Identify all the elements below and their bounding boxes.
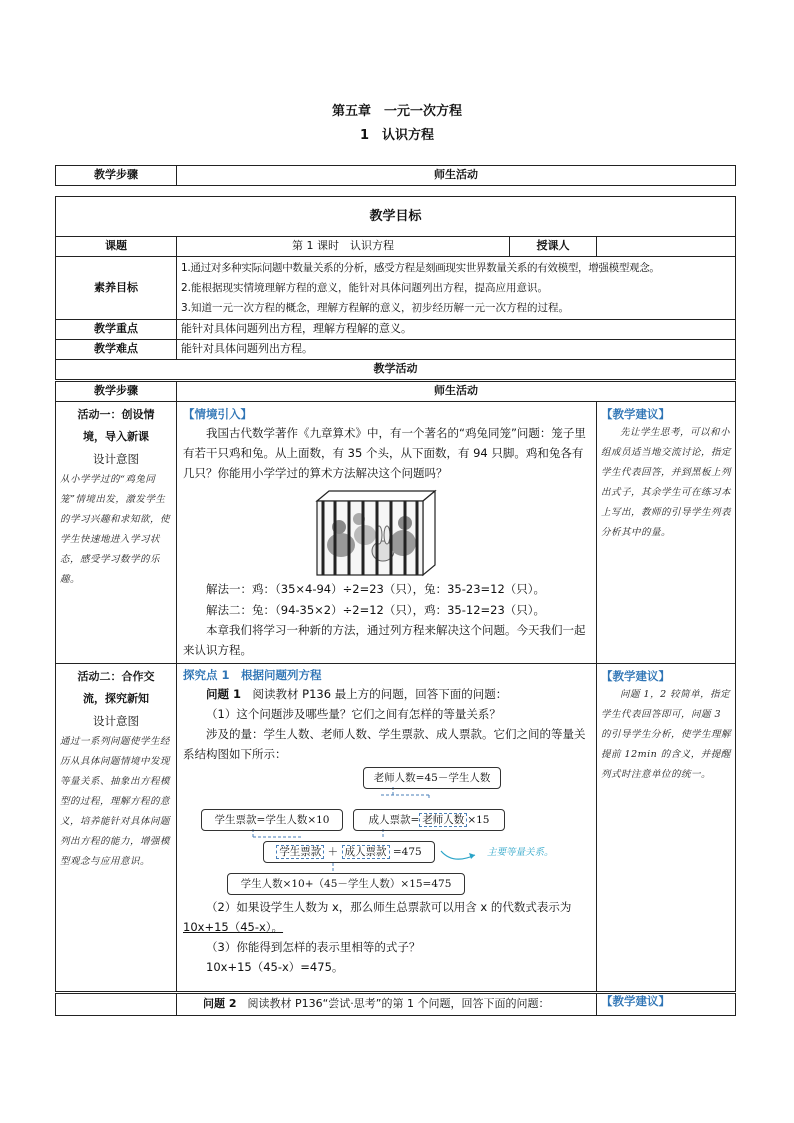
chapter-title: 第五章 一元一次方程: [331, 104, 462, 119]
cage-illustration: [183, 483, 590, 579]
activity1-design-label: 设计意图: [93, 452, 139, 466]
literacy-item: 2.能根据现实情境理解方程的意义，能针对具体问题列出方程，提高应用意识。: [181, 282, 549, 294]
activity-steps-label: 教学步骤: [56, 382, 177, 402]
activity1-advice: [597, 402, 736, 664]
bottom-table: [55, 993, 736, 1016]
literacy-label: 素养目标: [56, 257, 177, 320]
literacy-goals: [177, 257, 736, 320]
question-one-answer: 涉及的量：学生人数、老师人数、学生票款、成人票款。它们之间的等量关系结构图如下所示：: [183, 727, 586, 762]
activity-teacher-student-label: 师生活动: [177, 382, 736, 402]
activity1-advice-tag: 【教学建议】: [601, 407, 670, 421]
activity1-steps: [56, 402, 177, 664]
sum-adult-fee: 成人票款: [342, 845, 390, 859]
activity2-content: [177, 664, 597, 992]
chicken-rabbit-cage-icon: [309, 487, 437, 577]
topic-label: 课题: [56, 237, 177, 257]
question-one-sub3-answer: 10x+15（45-x）=475。: [206, 959, 344, 974]
activity2-steps: [56, 664, 177, 992]
question-one-sub1: （1）这个问题涉及哪些量？它们之间有怎样的等量关系？: [206, 707, 501, 722]
key-point-value: 能针对具体问题列出方程，理解方程解的意义。: [177, 320, 736, 340]
sub2-answer-text: 10x+15（45-x）。: [183, 919, 284, 934]
activity1-content: [177, 402, 597, 664]
sum-plus: ＋: [327, 845, 339, 858]
topic-value: 第 1 课时 认识方程: [177, 237, 510, 257]
adult-fee-left: 成人票款=: [368, 813, 420, 826]
literacy-item: 1.通过对多种实际问题中数量关系的分析，感受方程是刻画现实世界数量关系的有效模型，增强模型观念。: [181, 262, 660, 274]
activity1-para1: 我国古代数学著作《九章算术》中，有一个著名的“鸡兔同笼”问题：笼子里有若干只鸡和兔。从上面数，有 35 个头，从下面数，有 94 只脚。鸡和兔各有几只？你能用小学学过的算术方法解决这个问题吗？: [183, 426, 586, 481]
question-one-sub3: （3）你能得到怎样的表示里相等的式子？: [206, 939, 421, 954]
activity1-design-text: 从小学学过的“鸡兔同笼”情境出发，激发学生的学习兴趣和求知欲，使学生快速地进入学习状态，感受学习数学的乐趣。: [60, 474, 171, 585]
activity2-advice-tag: 【教学建议】: [601, 669, 670, 683]
bottom-advice: [597, 994, 736, 1016]
activity1-title: 活动一：创设情: [77, 408, 155, 421]
sum-student-fee: 学生票款: [276, 845, 324, 859]
activity-section-title: 教学活动: [56, 360, 736, 380]
activity2-title: 活动二：合作交: [77, 670, 155, 683]
teacher-count-box: 老师人数=45－学生人数: [363, 767, 501, 789]
method-two: 解法二：兔：（94-35×2）÷2=12（只），鸡：35-12=23（只）。: [206, 602, 546, 617]
equation-diagram: [183, 765, 590, 897]
question-one-label: 问题 1: [206, 687, 242, 701]
goals-title: 教学目标: [56, 197, 736, 237]
method-one: 解法一：鸡：（35×4-94）÷2=23（只），兔：35-23=12（只）。: [206, 582, 546, 597]
activity-header: 师生活动: [177, 166, 736, 186]
question-two-label: 问题 2: [203, 997, 237, 1011]
activity2-advice-text: 问题 1，2 较简单，指定学生代表回答即可，问题 3 的引导学生分析，使学生理解提前 12min 的含义，并提醒列式时注意单位的统一。: [601, 689, 732, 780]
activity2-design-text: 通过一系列问题使学生经历从具体问题情境中发现等量关系、抽象出方程模型的过程，理解方程的意义，培养能针对具体问题列出方程的能力，增强模型观念与应用意识。: [60, 736, 171, 867]
bottom-steps-cell: [56, 994, 177, 1016]
situation-tag: 【情境引入】: [183, 407, 252, 421]
sum-total: =475: [392, 845, 422, 858]
adult-fee-mid: 老师人数: [419, 813, 467, 827]
question-two: [177, 994, 597, 1016]
activity-table: [55, 381, 736, 992]
activity1-title-line2: 境，导入新课: [83, 430, 149, 443]
final-equation-box: 学生人数×10+（45－学生人数）×15=475: [227, 873, 465, 895]
activity2-title-line2: 流，探究新知: [83, 692, 149, 705]
explore-point: 探究点 1 根据问题列方程: [183, 668, 322, 682]
difficulty-label: 教学难点: [56, 340, 177, 360]
literacy-item: 3.知道一元一次方程的概念，理解方程解的意义，初步经历解一元一次方程的过程。: [181, 302, 570, 314]
bottom-advice-tag: 【教学建议】: [601, 994, 670, 1008]
adult-fee-right: ×15: [467, 813, 490, 826]
steps-header-table: [55, 165, 736, 186]
activity2-advice: [597, 664, 736, 992]
lesson-plan-table: [55, 196, 736, 380]
question-one: [183, 684, 590, 704]
activity1-para2: 本章我们将学习一种新的方法，通过列方程来解决这个问题。今天我们一起来认识方程。: [183, 622, 586, 657]
section-title: 1 认识方程: [359, 128, 435, 143]
steps-header: 教学步骤: [56, 166, 177, 186]
total-fee-box: [263, 841, 435, 863]
activity2-design-label: 设计意图: [93, 714, 139, 728]
question-one-sub2: （2）如果设学生人数为 x，那么师生总票款可以用含 x 的代数式表示为: [206, 899, 572, 914]
student-fee-box: 学生票款=学生人数×10: [201, 809, 343, 831]
main-equation-note: 主要等量关系。: [487, 846, 554, 858]
teacher-value: [597, 237, 736, 257]
question-two-text: 阅读教材 P136“尝试·思考”的第 1 个问题，回答下面的问题：: [247, 997, 550, 1011]
question-one-sub2-answer: [183, 917, 590, 937]
question-one-text: 阅读教材 P136 最上方的问题，回答下面的问题：: [252, 687, 508, 701]
adult-fee-box: [353, 809, 505, 831]
activity1-advice-text: 先让学生思考，可以和小组成员适当地交流讨论，指定学生代表回答，并到黑板上列出式子，其余学生可在练习本上写出，教师的引导学生列表分析其中的量。: [601, 427, 732, 538]
teacher-label: 授课人: [510, 237, 597, 257]
key-point-label: 教学重点: [56, 320, 177, 340]
difficulty-value: 能针对具体问题列出方程。: [177, 340, 736, 360]
